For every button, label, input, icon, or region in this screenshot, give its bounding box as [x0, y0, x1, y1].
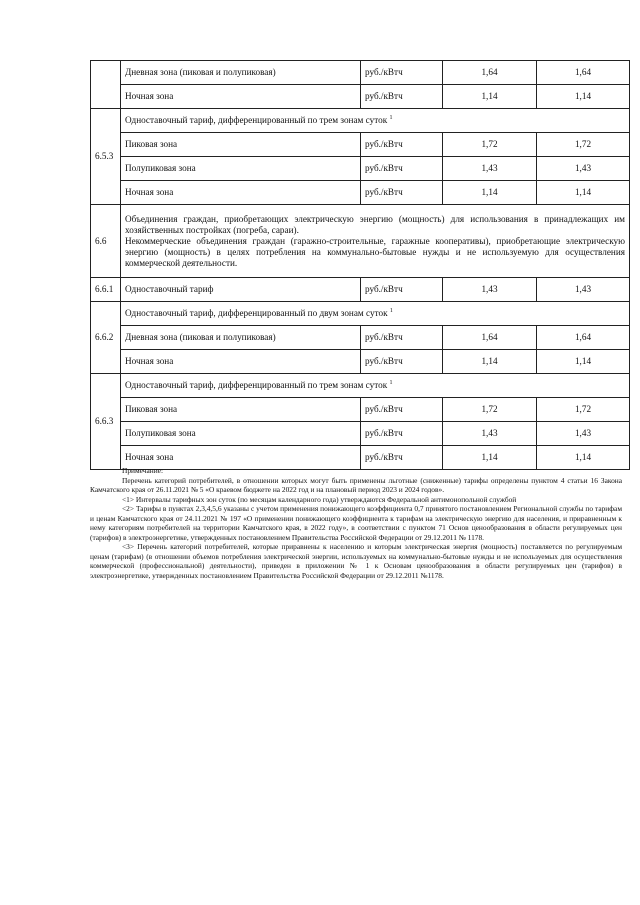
zone-label: Одноставочный тариф: [121, 278, 361, 302]
unit-cell: руб./кВтч: [361, 446, 443, 470]
table-row: [91, 133, 630, 157]
row-number: 6.6.2: [91, 302, 121, 374]
table-row: [91, 85, 630, 109]
zone-label: Дневная зона (пиковая и полупиковая): [121, 61, 361, 85]
notes-heading: Примечание:: [122, 466, 164, 475]
tariff-value-2: 1,64: [537, 61, 630, 85]
table-row: [91, 61, 630, 85]
tariff-value-1: 1,43: [443, 422, 537, 446]
unit-cell: руб./кВтч: [361, 398, 443, 422]
tariff-value-2: 1,14: [537, 85, 630, 109]
tariff-value-1: 1,64: [443, 61, 537, 85]
tariff-value-2: 1,64: [537, 326, 630, 350]
row-number: 6.5.3: [91, 109, 121, 205]
section-description: [121, 205, 630, 278]
tariff-value-1: 1,14: [443, 350, 537, 374]
note-1: <1> Интервалы тарифных зон суток (по месяцам календарного года) утверждаются Федеральной антимонопольной службой: [122, 494, 517, 504]
zone-label: Полупиковая зона: [121, 157, 361, 181]
row-number-cell: [91, 61, 121, 109]
unit-cell: руб./кВтч: [361, 61, 443, 85]
unit-cell: руб./кВтч: [361, 157, 443, 181]
table-row: [91, 398, 630, 422]
row-number: 6.6.3: [91, 374, 121, 470]
tariff-value-2: 1,43: [537, 422, 630, 446]
row-number: 6.6.1: [91, 278, 121, 302]
unit-cell: руб./кВтч: [361, 422, 443, 446]
note-2: <2> Тарифы в пунктах 2,3,4,5,6 указаны с учетом применения понижающего коэффициента 0,7 принятого постановлением Региональной службы по тарифам и ценам Камчатского края от 24.11.2021 № 197 «О применении понижающего коэффициента к тарифам на электрическую энергию для населения, и приравненным к нему категориям потребителей на территории Камчатского края, в 2022 году», в соответствии с пунктом 71 Основ ценообразования в области регулируемых цен (тарифов) в электроэнергетике, утвержденных постановлением Правительства Российской Федерации от 29.12.2011 № 1178.: [90, 504, 622, 542]
section-title: Одноставочный тариф, дифференцированный по трем зонам суток $^1$: [121, 109, 630, 133]
notes-section: [90, 466, 622, 580]
zone-label: Пиковая зона: [121, 133, 361, 157]
zone-label: Ночная зона: [121, 85, 361, 109]
tariff-table: [90, 60, 630, 470]
tariff-value-1: 1,72: [443, 398, 537, 422]
row-number: 6.6: [91, 205, 121, 278]
table-row: [91, 350, 630, 374]
zone-label: Ночная зона: [121, 350, 361, 374]
table-row: [91, 157, 630, 181]
unit-cell: руб./кВтч: [361, 326, 443, 350]
tariff-value-2: 1,72: [537, 398, 630, 422]
section-title: Одноставочный тариф, дифференцированный по трем зонам суток $^1$: [121, 374, 630, 398]
tariff-value-1: 1,14: [443, 181, 537, 205]
unit-cell: руб./кВтч: [361, 350, 443, 374]
section-row-6-5-3: [91, 109, 630, 133]
section-row-6-6-3: [91, 374, 630, 398]
zone-label: Пиковая зона: [121, 398, 361, 422]
description-paragraph: Объединения граждан, приобретающих электрическую энергию (мощность) для использования в принадлежащих им хозяйственных постройках (погреба, сараи).: [125, 213, 625, 235]
zone-label: Полупиковая зона: [121, 422, 361, 446]
tariff-value-2: 1,43: [537, 278, 630, 302]
table-row: [91, 422, 630, 446]
note-paragraph: Перечень категорий потребителей, в отношении которых могут быть применены льготные (сниженные) тарифы определены пунктом 4 статьи 16 Закона Камчатского края от 26.11.2021 № 5 «О краевом бюджете на 2022 год и на плановый период 2023 и 2024 годов».: [90, 475, 622, 494]
tariff-value-2: 1,14: [537, 446, 630, 470]
tariff-value-2: 1,14: [537, 350, 630, 374]
tariff-value-2: 1,43: [537, 157, 630, 181]
table-row: [91, 326, 630, 350]
table-row: [91, 181, 630, 205]
section-row-6-6-2: [91, 302, 630, 326]
zone-label: Ночная зона: [121, 446, 361, 470]
unit-cell: руб./кВтч: [361, 181, 443, 205]
tariff-value-1: 1,14: [443, 85, 537, 109]
tariff-value-1: 1,14: [443, 446, 537, 470]
unit-cell: руб./кВтч: [361, 133, 443, 157]
zone-label: Дневная зона (пиковая и полупиковая): [121, 326, 361, 350]
note-3: <3> Перечень категорий потребителей, которые приравнены к населению и которым электрическая энергия (мощность) поставляется по регулируемым ценам (тарифам) (в отношении объемов потребления электрической энергии, используемых на коммунально-бытовые нужды и не используемых для осуществления коммерческой (профессиональной) деятельности), приведен в приложении № 1 к Основам ценообразования в области регулируемых цен (тарифов) в электроэнергетике, утвержденных постановлением Правительства Российской Федерации от 29.12.2011 №1178.: [90, 542, 622, 580]
tariff-value-1: 1,72: [443, 133, 537, 157]
unit-cell: руб./кВтч: [361, 85, 443, 109]
tariff-value-2: 1,72: [537, 133, 630, 157]
tariff-value-1: 1,43: [443, 278, 537, 302]
tariff-value-2: 1,14: [537, 181, 630, 205]
tariff-value-1: 1,64: [443, 326, 537, 350]
description-paragraph: Некоммерческие объединения граждан (гаражно-строительные, гаражные кооперативы), приобретающие электрическую энергию (мощность) в целях потребления на коммунально-бытовые нужды и не используемую для осуществления коммерческой деятельности.: [125, 235, 625, 268]
section-row-6-6: [91, 205, 630, 278]
unit-cell: руб./кВтч: [361, 278, 443, 302]
zone-label: Ночная зона: [121, 181, 361, 205]
tariff-value-1: 1,43: [443, 157, 537, 181]
section-row-6-6-1: [91, 278, 630, 302]
section-title: Одноставочный тариф, дифференцированный по двум зонам суток $^1$: [121, 302, 630, 326]
